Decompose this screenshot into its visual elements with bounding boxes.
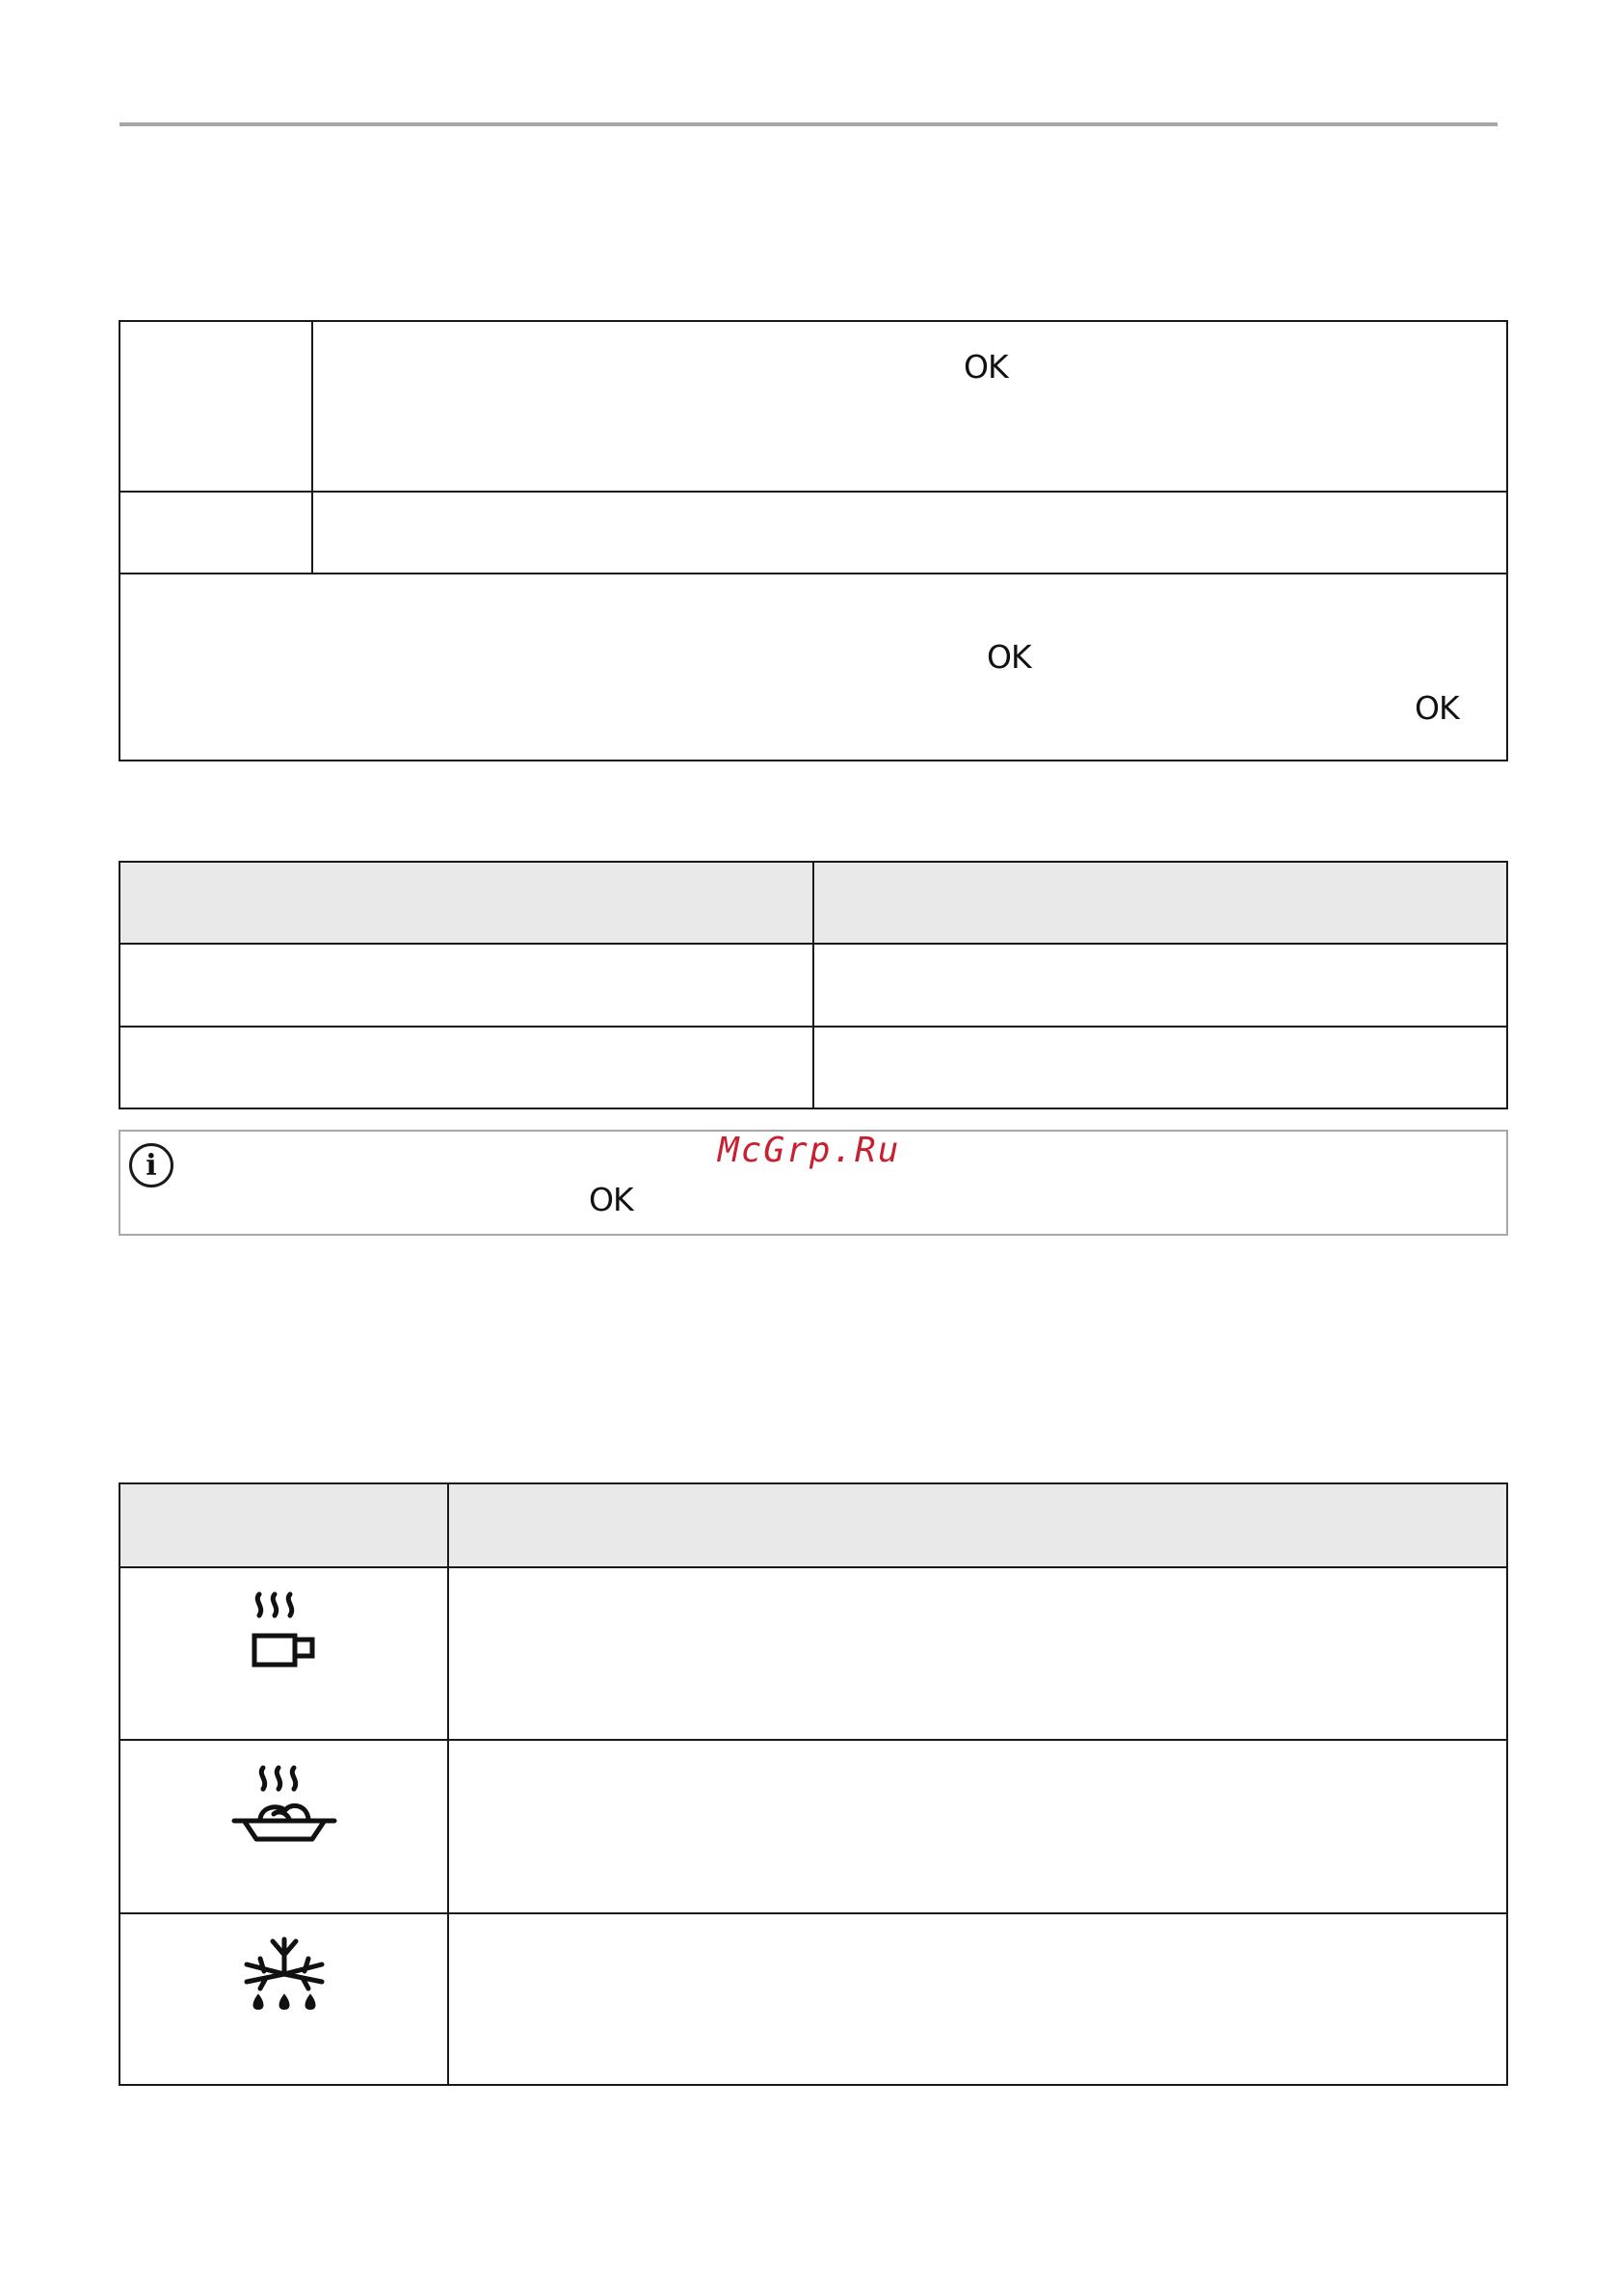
table-row-divider [119, 573, 1508, 574]
ok-key-label: OK [589, 1181, 633, 1218]
header-rule [119, 122, 1498, 126]
ok-key-label: OK [987, 638, 1031, 676]
table-row-divider [119, 1566, 1508, 1568]
table-column-divider [812, 861, 814, 1109]
defrost-snowflake-icon [241, 1936, 328, 2017]
watermark: McGrp.Ru [718, 1131, 901, 1170]
table-row-divider [119, 1912, 1508, 1914]
ok-key-label: OK [1415, 689, 1459, 727]
settings-table [119, 320, 1508, 761]
table-row-divider [119, 491, 1508, 493]
hot-drink-cup-icon [246, 1592, 323, 1671]
table-header-row [120, 1484, 1506, 1566]
table-column-divider [447, 1482, 449, 2086]
info-icon: i [129, 1143, 173, 1188]
ok-key-label: OK [964, 348, 1008, 386]
table-row-divider [119, 1739, 1508, 1741]
table-column-divider [311, 320, 313, 574]
hot-food-plate-icon [231, 1764, 337, 1846]
